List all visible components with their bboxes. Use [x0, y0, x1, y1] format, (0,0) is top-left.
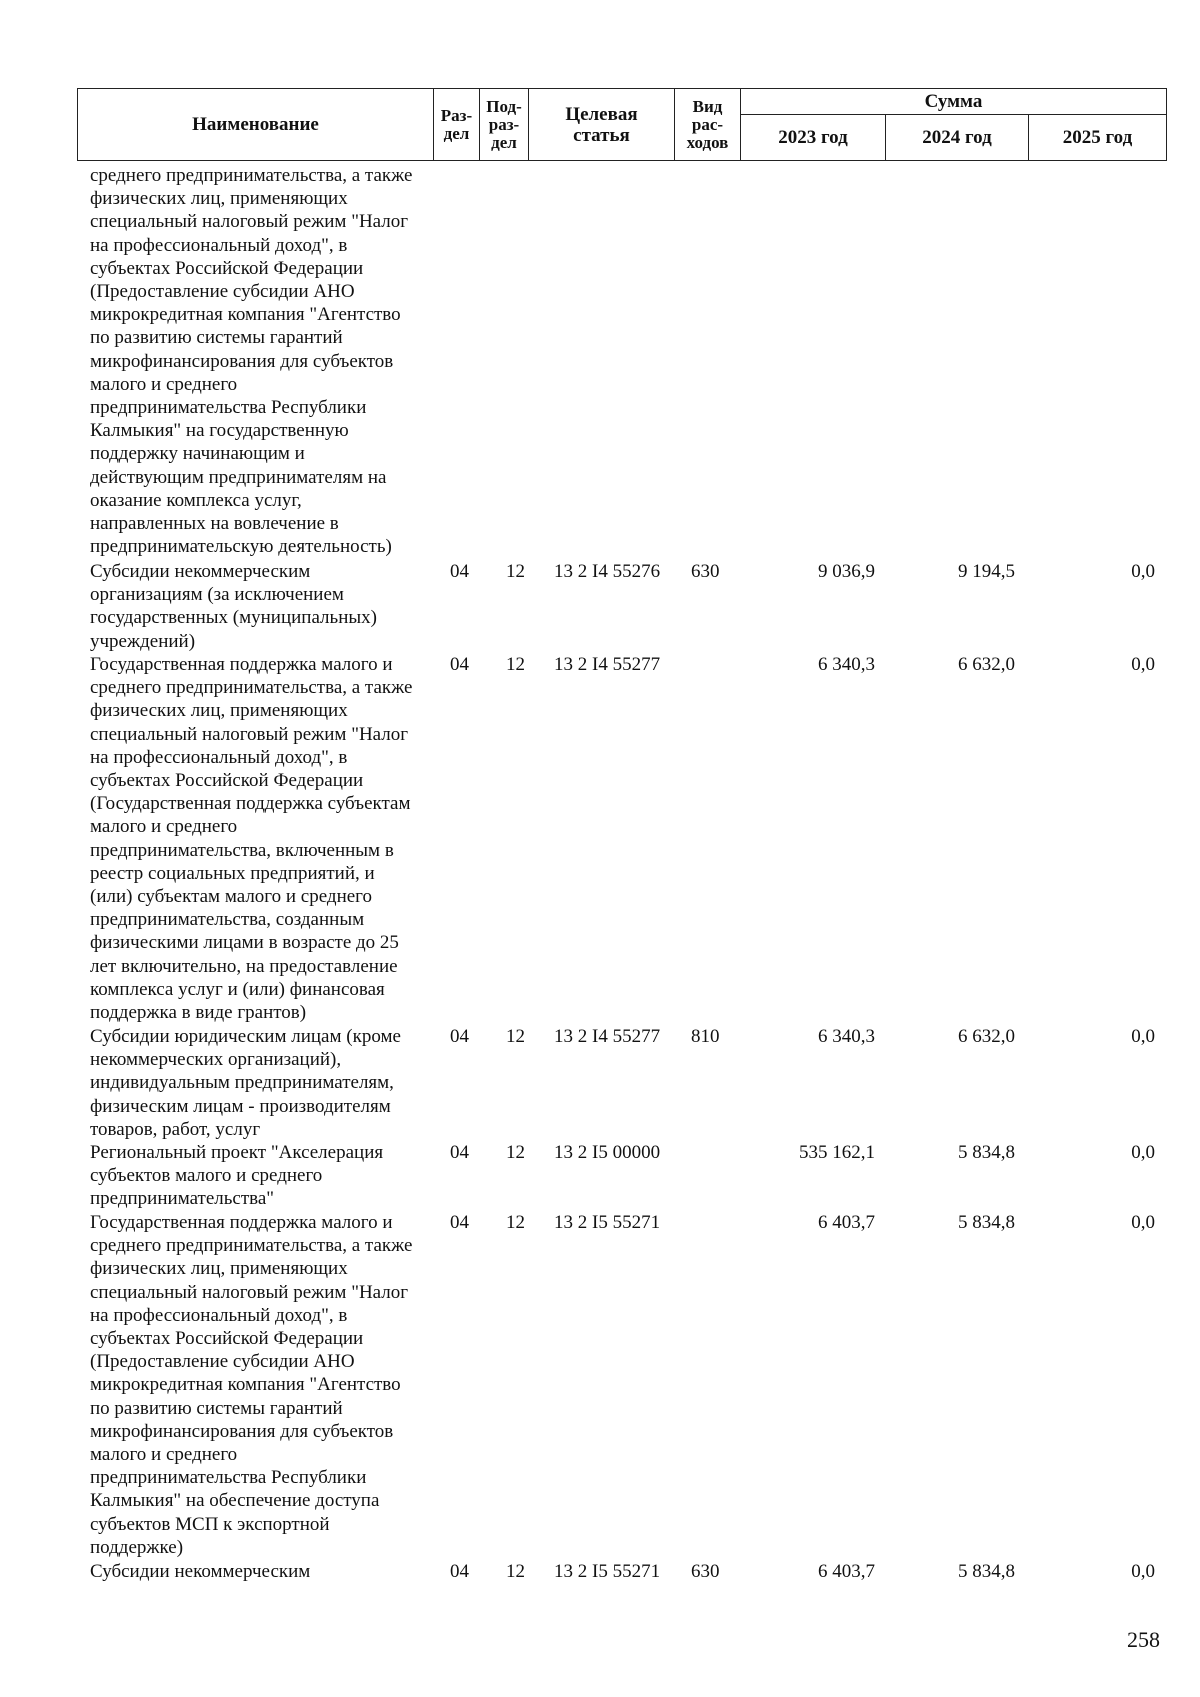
row-name: Государственная поддержка малого и среднего предпринимательства, а также физических лиц, применяющих специальный налоговый режим "Налог на профессиональный доход", в субъектах Российской Федерации (Государственная поддержка субъектам малого и среднего предпринимательства, включенным в реестр социальных предприятий, и (или) субъектам малого и среднего предпринимательства, созданным физическими лицами в возрасте до 25 лет включительно, на предоставление комплекса услуг и (или) финансовая поддержка в виде грантов)	[90, 654, 413, 1024]
continued-row-name: среднего предпринимательства, а также физических лиц, применяющих специальный налоговый режим "Налог на профессиональный доход", в субъектах Российской Федерации (Предоставление субсидии АНО микрокредитная компания "Агентство по развитию системы гарантий микрофинансирования для субъектов малого и среднего предпринимательства Республики Калмыкия" на государственную поддержку начинающим и действующим предпринимателям на оказание комплекса услуг, направленных на вовлечение в предпринимательскую деятельность)	[90, 165, 413, 558]
header-name: Наименование	[192, 114, 319, 135]
row-2024: 6 632,0	[958, 1026, 1015, 1047]
row-2023: 9 036,9	[818, 561, 875, 582]
row-2025: 0,0	[1131, 561, 1155, 582]
row-target: 13 2 I4 55277	[554, 654, 661, 675]
row-podrazdel: 12	[506, 654, 525, 675]
row-podrazdel: 12	[506, 1026, 525, 1047]
row-name: Субсидии некоммерческим	[90, 1561, 311, 1582]
row-2023: 6 403,7	[818, 1561, 875, 1582]
header-podrazdel: Под- раз- дел	[486, 96, 522, 152]
header-summa: Сумма	[924, 91, 983, 112]
row-target: 13 2 I5 55271	[554, 1561, 661, 1582]
row-2025: 0,0	[1131, 1212, 1155, 1233]
row-2024: 5 834,8	[958, 1561, 1015, 1582]
row-target: 13 2 I5 55271	[554, 1212, 661, 1233]
row-razdel: 04	[450, 561, 469, 582]
row-razdel: 04	[450, 1561, 469, 1582]
row-2024: 9 194,5	[958, 561, 1015, 582]
header-2024: 2024 год	[922, 127, 992, 148]
row-razdel: 04	[450, 1142, 469, 1163]
row-2023: 6 340,3	[818, 1026, 875, 1047]
row-target: 13 2 I5 00000	[554, 1142, 661, 1163]
header-2025: 2025 год	[1062, 127, 1133, 148]
row-name: Государственная поддержка малого и среднего предпринимательства, а также физических лиц, применяющих специальный налоговый режим "Налог на профессиональный доход", в субъектах Российской Федерации (Предоставление субсидии АНО микрокредитная компания "Агентство по развитию системы гарантий микрофинансирования для субъектов малого и среднего предпринимательства Республики Калмыкия" на обеспечение доступа субъектов МСП к экспортной поддержке)	[90, 1212, 413, 1558]
row-razdel: 04	[450, 654, 469, 675]
row-name: Субсидии юридическим лицам (кроме некоммерческих организаций), индивидуальным предпринимателям, физическим лицам - производителям товаров, работ, услуг	[90, 1026, 401, 1140]
row-2024: 5 834,8	[958, 1142, 1015, 1163]
header-2023: 2023 год	[778, 127, 848, 148]
row-target: 13 2 I4 55277	[554, 1026, 661, 1047]
row-2025: 0,0	[1131, 654, 1155, 675]
table-header	[77, 88, 1167, 161]
row-2025: 0,0	[1131, 1142, 1155, 1163]
row-vid: 630	[691, 561, 720, 582]
row-podrazdel: 12	[506, 1212, 525, 1233]
row-2025: 0,0	[1131, 1026, 1155, 1047]
row-2023: 6 340,3	[818, 654, 875, 675]
row-razdel: 04	[450, 1026, 469, 1047]
row-2023: 6 403,7	[818, 1212, 875, 1233]
row-vid: 810	[691, 1026, 720, 1047]
header-vid: Вид рас- ходов	[686, 96, 729, 152]
row-razdel: 04	[450, 1212, 469, 1233]
row-name: Региональный проект "Акселерация субъектов малого и среднего предпринимательства"	[90, 1142, 384, 1210]
header-razdel: Раз- дел	[440, 105, 473, 143]
row-2024: 6 632,0	[958, 654, 1015, 675]
row-name: Субсидии некоммерческим организациям (за исключением государственных (муниципальных) учреждений)	[90, 561, 377, 652]
row-podrazdel: 12	[506, 561, 525, 582]
page-number: 258	[1127, 1627, 1160, 1652]
header-target: Целевая статья	[565, 103, 638, 146]
row-2025: 0,0	[1131, 1561, 1155, 1582]
row-podrazdel: 12	[506, 1142, 525, 1163]
row-podrazdel: 12	[506, 1561, 525, 1582]
row-2024: 5 834,8	[958, 1212, 1015, 1233]
row-2023: 535 162,1	[799, 1142, 875, 1163]
row-target: 13 2 I4 55276	[554, 561, 661, 582]
row-vid: 630	[691, 1561, 720, 1582]
